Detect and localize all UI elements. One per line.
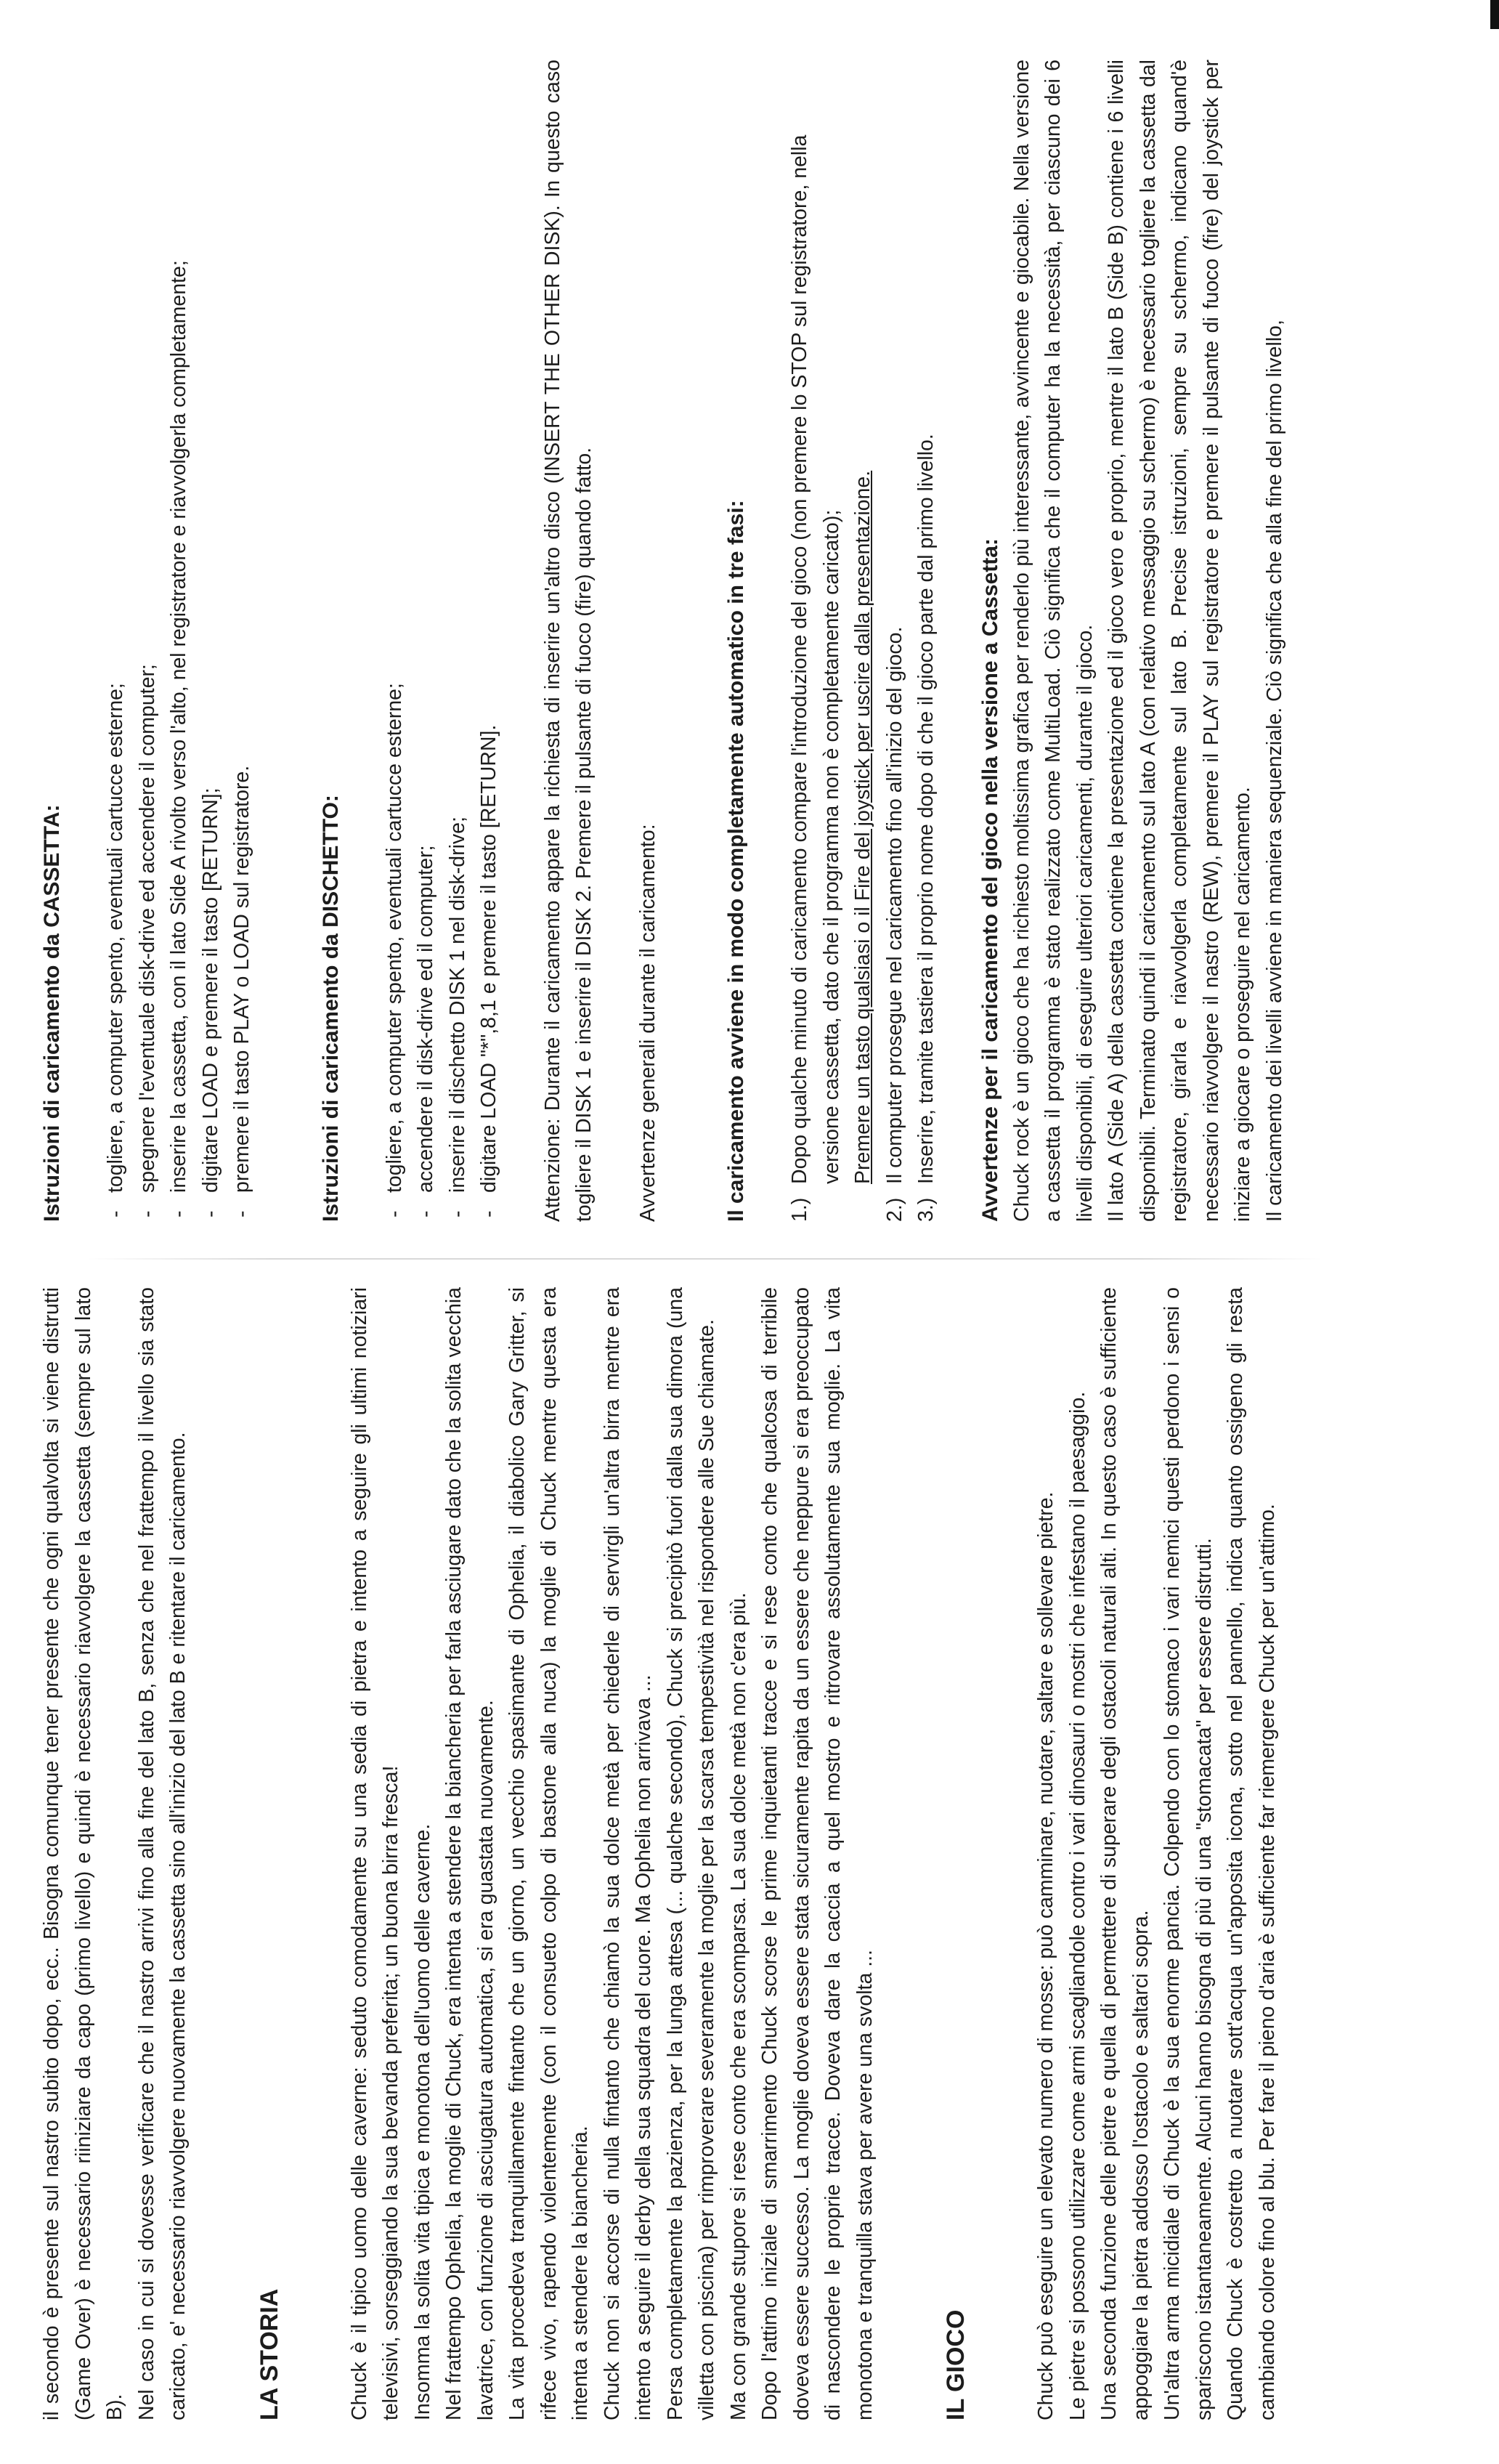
- right-column: [36, 60, 1291, 1222]
- storia-paragraph: Persa completamente la pazienza, per la lunga attesa (... qualche secondo), Chuck si precipitò fuori dalla sua dimora (una villetta con piscina) per rimproverare severamente la moglie per la scarsa tempestività nel rispondere alle Sue chiamate.: [663, 1287, 718, 2420]
- storia-paragraph: La vita procedeva tranquillamente fintanto che un giorno, un vecchio spasimante di Ophelia, il diabolico Gary Gritter, si rifece vivo, rapendo violentemente (con il consueto colpo di bastone alla nuca) la moglie di Chuck mentre questa era intenta a stendere la biancheria.: [505, 1287, 592, 2420]
- dischetto-heading: Istruzioni di caricamento da DISCHETTO:: [318, 795, 343, 1222]
- gioco-paragraph: Un'altra arma micidiale di Chuck è la sua enorme pancia. Colpendo con lo stomaco i vari nemici questi perdono i sensi o spariscono istantaneamente. Alcuni hanno bisogna di più di una "stomacata" per essere distrutti.: [1161, 1287, 1216, 2420]
- storia-paragraph: Insomma la solita vita tipica e monotona dell'uomo delle caverne.: [410, 1823, 434, 2420]
- list-item: - togliere, a computer spento, eventuali cartucce esterne;: [100, 60, 132, 1222]
- list-item: - inserire il dischetto DISK 1 nel disk-drive;: [442, 60, 474, 1222]
- step-number: 1.): [788, 1197, 811, 1222]
- list-item: - premere il tasto PLAY o LOAD sul registratore.: [227, 60, 259, 1222]
- gioco-paragraph: Chuck può eseguire un elevato numero di mosse: può camminare, nuotare, saltare e sollevare pietre.: [1034, 1491, 1057, 2420]
- gioco-paragraph: Quando Chuck è costretto a nuotare sott'acqua un'apposita icona, sotto nel pannello, indica quanto ossigeno gli resta cambiando colore fino al blu. Per fare il pieno d'aria è sufficiente far riemergere Chuck per un'attimo.: [1224, 1287, 1279, 2420]
- storia-paragraph: Chuck è il tipico uomo delle caverne: seduto comodamente su una sedia di pietra e intento a seguire gli ultimi notiziari televisivi, sorseggiando la sua bevanda preferita; un buona birra fresca!: [347, 1287, 402, 2420]
- list-item: [911, 60, 943, 1222]
- step-text: Inserire, tramite tastiera il proprio nome dopo di che il gioco parte dal primo livello.: [914, 434, 938, 1184]
- step-number: 3.): [914, 1197, 938, 1222]
- gioco-paragraph: Le pietre si possono utilizzare come armi scagliandole contro i vari dinosauri o mostri che infestano il paesaggio.: [1065, 1391, 1089, 2420]
- storia-paragraph: Ma con grande stupore si rese conto che era scomparsa. La sua dolce metà non c'era più.: [726, 1592, 750, 2420]
- gioco-paragraph: Una seconda funzione delle pietre e quella di permettere di superare degli ostacoli naturali alti. In questo caso è sufficiente appoggiare la pietra addosso l'ostacolo e saltarci sopra.: [1097, 1287, 1153, 2420]
- step-text: Dopo qualche minuto di caricamento compare l'introduzione del gioco (non premere lo STOP sul registratore, nella versione cassetta, dato che il programma non è completamente caricato);: [788, 134, 843, 1184]
- list-item: - togliere, a computer spento, eventuali cartucce esterne;: [379, 60, 411, 1222]
- avvertenze-cassetta-heading: Avvertenze per il caricamento del gioco nella versione a Cassetta:: [978, 538, 1002, 1222]
- avvertenze-paragraph: Il lato A (Side A) della cassetta contiene la presentazione ed il gioco vero e proprio, mentre il lato B (Side B) contiene i 6 livelli disponibili. Terminato quindi il caricamento sul lato A (con relativo messaggio su schermo) è necessario togliere la cassetta dal registratore, girarla e riavvolgerla completamente sul lato B. Precise istruzioni, sempre su schermo, indicano quand'è necessario riavvolgere il nastro (REW), premere il PLAY sul registratore e premere il pulsante di fuoco (fire) del joystick per iniziare a giocare o proseguire nel caricamento.: [1105, 60, 1254, 1222]
- gioco-heading: IL GIOCO: [942, 2309, 970, 2420]
- list-item: - spegnere l'eventuale disk-drive ed accendere il computer;: [132, 60, 164, 1222]
- dischetto-steps-list: [379, 60, 505, 1222]
- step-underlined-text: Premere un tasto qualsiasi o il Fire del joystick per uscire dalla presentazione.: [851, 470, 874, 1184]
- list-item: - inserire la cassetta, con il lato Side A rivolto verso l'alto, nel registratore e riavvolgerla completamente;: [163, 60, 195, 1222]
- list-item: - accendere il disk-drive ed il computer;: [410, 60, 442, 1222]
- cassetta-steps-list: [100, 60, 259, 1222]
- fasi-heading: Il caricamento avviene in modo completamente automatico in tre fasi:: [724, 500, 748, 1222]
- cassetta-heading: Istruzioni di caricamento da CASSETTA:: [40, 804, 64, 1222]
- step-number: 2.): [882, 1197, 906, 1222]
- intro-paragraph-1: il secondo è presente sul nastro subito dopo, ecc.. Bisogna comunque tener presente che ogni qualvolta si viene distrutti (Game Over) è necessario riiniziare da capo (primo livello) e quindi è necessario riavvolgere la cassetta (sempre sul lato B).: [40, 1287, 126, 2420]
- step-text: Il computer prosegue nel caricamento fino all'inizio del gioco.: [882, 626, 906, 1184]
- storia-heading: LA STORIA: [255, 2288, 283, 2420]
- column-divider: [87, 1258, 1322, 1260]
- avvertenze-paragraph: Chuck rock è un gioco che ha richiesto moltissima grafica per renderlo più interessante, avvincente e giocabile. Nella versione a cassetta il programma è stato realizzato come MultiLoad. Ciò significa che il computer ha la necessità, per ciascuno dei 6 livelli disponibili, di eseguire ulteriori caricamenti, durante il gioco.: [1010, 60, 1097, 1222]
- intro-paragraph-2: Nel caso in cui si dovesse verificare che il nastro arrivi fino alla fine del lato B, senza che nel frattempo il livello sia stato caricato, e' necessario riavvolgere nuovamente la cassetta sino all'inizio del lato B e ritentare il caricamento.: [134, 1287, 190, 2420]
- storia-paragraph: Chuck non si accorse di nulla fintanto che chiamò la sua dolce metà per chiederle di servirgli un'altra birra mentre era intento a seguire il derby della sua squadra del cuore. Ma Ophelia non arrivava ...: [600, 1287, 655, 2420]
- list-item: - digitare LOAD e premere il tasto [RETURN];: [195, 60, 227, 1222]
- avvertenze-paragraph: Il caricamento dei livelli avviene in maniera sequenziale. Ciò significa che alla fine del primo livello,: [1262, 320, 1286, 1222]
- attenzione-note: Attenzione: Durante il caricamento appare la richiesta di inserire un'altro disco (INSERT THE OTHER DISK). In questo caso togliere il DISK 1 e inserire il DISK 2. Premere il pulsante di fuoco (fire) quando fatto.: [540, 60, 596, 1222]
- left-column: [36, 1287, 1283, 2420]
- storia-paragraph: Dopo l'attimo iniziale di smarrimento Chuck scorse le prime inquietanti tracce e si rese conto che qualcosa di terribile doveva essere successo. La moglie doveva essere stata sicuramente rapita da un essere che neppure si era preoccupato di nascondere le proprie tracce. Doveva dare la caccia a quel mostro e ritrovare assolutamente sua moglie. La vita monotona e tranquilla stava per avere una svolta ...: [758, 1287, 877, 2420]
- list-item: [784, 60, 880, 1222]
- scan-edge-mark: [1490, 0, 1499, 29]
- fasi-list: [784, 60, 943, 1222]
- list-item: [880, 60, 911, 1222]
- list-item: - digitare LOAD "*",8,1 e premere il tasto [RETURN].: [474, 60, 505, 1222]
- avvertenze-generali: Avvertenze generali durante il caricamento:: [635, 824, 659, 1222]
- storia-paragraph: Nel frattempo Ophelia, la moglie di Chuck, era intenta a stendere la biancheria per farla asciugare dato che la solita vecchia lavatrice, con funzione di asciugatura automatica, si era guastata nuovamente.: [442, 1287, 497, 2420]
